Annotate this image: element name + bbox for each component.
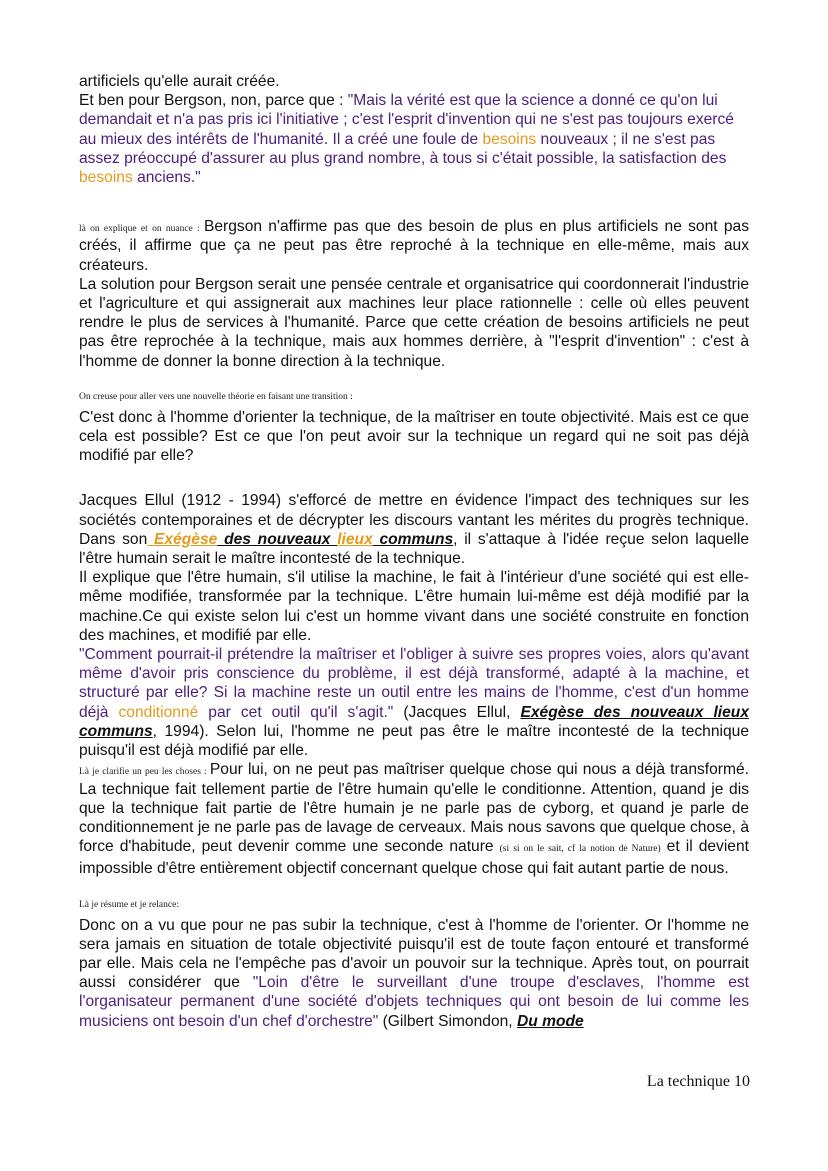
book-title: Exégèse des nouveaux lieux communs <box>79 703 749 740</box>
text: , il s'attaque à l'idée reçue selon laquelle l'être humain serait le maître incontesté de la technique. <box>79 530 749 568</box>
highlight: besoins <box>79 169 133 187</box>
margin-note: Là je résume et je relance: <box>79 899 179 910</box>
quote: "Comment pourrait-il prétendre la maîtriser et l'obliger à suivre ses propres voies, alors qu'avant même d'avoir pris conscience du problème, il est déjà transformé, adapté à la machine, et structuré par elle? Si la machine reste un outil entre les mains de l'homme, c'est d'un homme déjà <box>79 646 749 721</box>
text: Bergson n'affirme pas que des besoin de plus en plus artificiels ne sont pas créés, il affirme que ça ne peut pas être reproché à la technique en elle-même, mais aux créateurs. <box>79 218 749 274</box>
quote: "Loin d'être le surveillant d'une troupe d'esclaves, l'homme est l'organisateur permanent d'une société d'objets techniques qui ont besoin de lui comme les musiciens ont besoin d'un chef d'orchestre" <box>79 974 749 1030</box>
spacer <box>79 879 749 898</box>
quote: par cet outil qu'il s'agit." <box>198 703 394 721</box>
text: Pour lui, on ne peut pas maîtriser quelque chose qui nous a déjà transformé. La technique fait tellement partie de l'être humain qu'elle le conditionne. Attention, quand je dis que la technique fait partie de l'être humain je ne parle pas de cyborg, et quand je parle de conditionnement je ne parle pas de lavage de cerveaux. Mais nous savons que quelque chose, à force d'habitude, peut devenir comme une seconde nature <box>79 761 749 856</box>
paragraph-clarification <box>79 760 749 878</box>
quote: anciens." <box>132 169 201 187</box>
margin-note: là on explique et on nuance : <box>79 224 204 235</box>
paragraph-resume <box>79 916 749 1031</box>
spacer <box>79 371 749 390</box>
text: La solution pour Bergson serait une pensée centrale et organisatrice qui coordonnerait l'industrie et l'agriculture et qui assignerait aux machines leur place rationnelle : celle où elles peuvent rendre le plus de services à l'humanité. Parce que cette création de besoins artificiels ne peut pas être reprochée à la technique, mais aux hommes derrière, à "l'esprit d'invention" : c'est à l'homme de donner la bonne direction à la technique. <box>79 275 749 370</box>
book-title: Du mode <box>516 1012 584 1030</box>
text: , 1994). Selon lui, l'homme ne peut pas être le maître incontesté de la technique puisqu'il est déjà modifié par elle. <box>79 722 749 760</box>
paragraph-transition <box>79 408 749 466</box>
page-footer: La technique 10 <box>646 1073 750 1090</box>
text: Jacques Ellul (1912 - 1994) s'efforcé de mettre en évidence l'impact des techniques sur les sociétés contemporaines et de décrypter les discours vantant les mérites du progrès technique. Dans son <box>79 492 749 548</box>
highlight: besoins <box>482 130 537 148</box>
text: Et ben pour Bergson, non, parce que : <box>79 92 348 110</box>
spacer <box>79 187 749 217</box>
text: artificiels qu'elle aurait créée. <box>79 73 280 90</box>
paragraph-nuance <box>79 217 749 275</box>
book-title: des nouveaux <box>217 530 338 548</box>
book-title: lieux <box>337 530 373 548</box>
highlight: conditionné <box>118 703 199 721</box>
book-title: communs <box>372 530 454 548</box>
paragraph-ellul-quote <box>79 645 749 760</box>
page-body <box>79 72 749 1031</box>
paragraph-bergson-quote <box>79 72 749 187</box>
text: C'est donc à l'homme d'orienter la technique, de la maîtriser en toute objectivité. Mais est ce que cela est possible? Est ce que l'on peut avoir sur la technique un regard qui ne soit pas déjà modifié par elle? <box>79 408 749 465</box>
quote: nouveaux ; il ne s'est pas assez préoccupé d'assurer au plus grand nombre, à tous si c'était possible, la satisfaction des <box>79 130 727 167</box>
aside: (si si on le sait, cf la notion de Nature) <box>499 844 661 855</box>
text: et il devient impossible d'être entièrement objectif concernant quelque chose qui fait autant partie de nous. <box>79 838 749 878</box>
quote: "Mais la vérité est que la science a donné ce qu'on lui demandait et n'a pas pris ici l'initiative ; c'est l'esprit d'invention qui ne s'est pas toujours exercé au mieux des intérêts de l'humanité. Il a créé une foule de <box>79 92 734 148</box>
text: (Jacques Ellul, <box>393 703 521 721</box>
margin-note: On creuse pour aller vers une nouvelle théorie en faisant une transition : <box>79 391 353 402</box>
text: (Gilbert Simondon, <box>378 1012 517 1030</box>
book-title: Exégèse <box>147 530 218 548</box>
spacer <box>79 465 749 491</box>
paragraph-ellul <box>79 491 749 568</box>
text: Donc on a vu que pour ne pas subir la technique, c'est à l'homme de l'orienter. Or l'homme ne sera jamais en situation de totale objectivité puisqu'il est de toute façon entouré et transformé par elle. Mais cela ne l'empêche pas d'avoir un pouvoir sur la technique. Après tout, on pourrait aussi considérer que <box>79 916 749 992</box>
paragraph-solution <box>79 275 749 371</box>
paragraph-explication <box>79 568 749 645</box>
margin-note: Là je clarifie un peu les choses : <box>79 767 210 778</box>
text: Il explique que l'être humain, s'il utilise la machine, le fait à l'intérieur d'une société qui est elle-même modifiée, transformée par la technique. L'être humain lui-même est déjà modifié par la machine.Ce qui existe selon lui c'est un homme vivant dans une société construite en fonction des machines, et modifié par elle. <box>79 569 749 644</box>
